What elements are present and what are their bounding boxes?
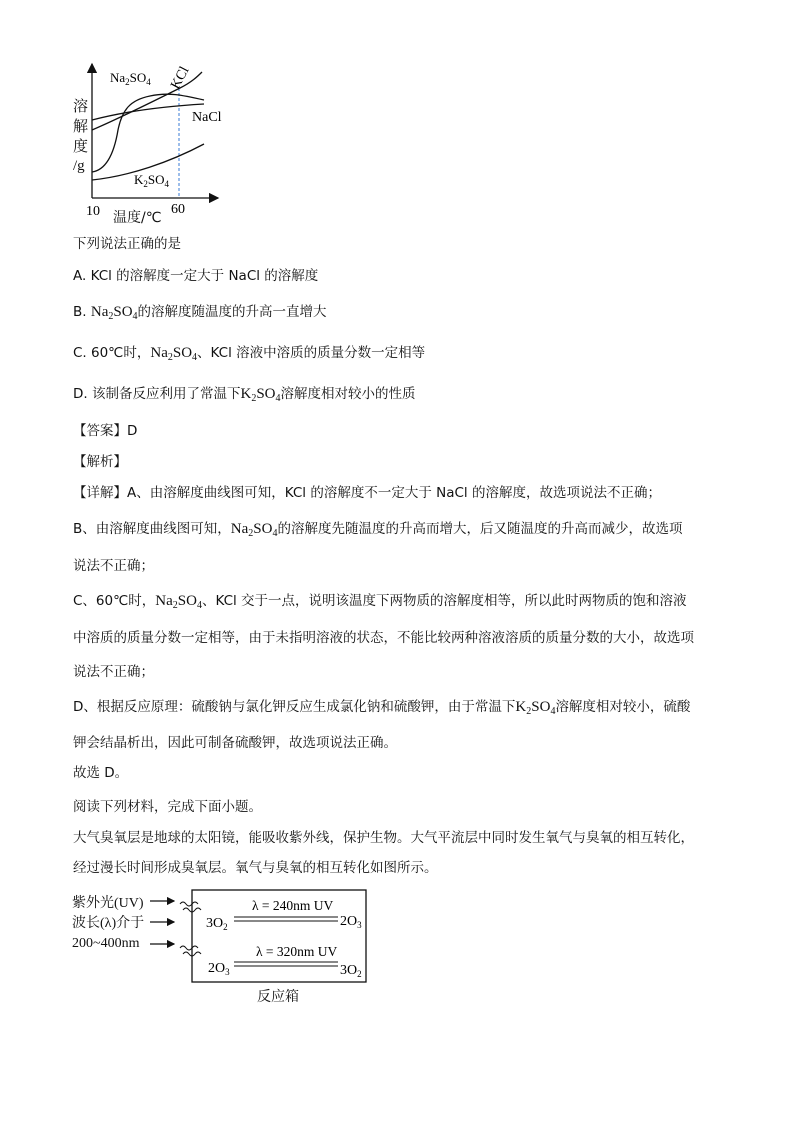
curve-nacl [92,104,204,120]
option-a: A. KCl 的溶解度一定大于 NaCl 的溶解度 [73,268,319,284]
analysis-b-line1: B、由溶解度曲线图可知，$Na_2SO_4$的溶解度先随温度的升高而增大，后又随温度的升高而减少，故选项 [73,521,683,539]
label-k2so4: $K_2SO_4$ [134,172,170,189]
reaction-2-condition: λ = 320nm UV [256,944,338,959]
answer: 【答案】D [73,423,138,439]
uv-wave-icon [180,902,198,906]
analysis-heading: 【解析】 [73,454,127,470]
reaction-1-left: $3O_2$ [206,916,228,932]
option-b: B. $Na_2SO_4$的溶解度随温度的升高一直增大 [73,304,327,322]
reaction-box-diagram [150,888,380,988]
reaction-1-condition: λ = 240nm UV [252,898,334,913]
formula-k2so4: $K_2SO_4$ [515,699,556,717]
x-tick-60: 60 [171,202,185,217]
x-tick-10: 10 [86,204,100,219]
reaction-2-left: $2O_3$ [208,961,230,977]
x-axis-label: 温度/℃ [113,210,162,226]
uv-legend: 紫外光(UV) 波长(λ)介于 200~400nm [72,896,145,951]
analysis-d-line2: 钾会结晶析出，因此可制备硫酸钾，故选项说法正确。 [73,735,397,751]
formula-na2so4: $Na_2SO_4$ [90,304,138,322]
formula-na2so4: $Na_2SO_4$ [230,521,278,539]
label-nacl: NaCl [192,110,222,125]
analysis-a: 【详解】A、由溶解度曲线图可知，KCl 的溶解度不一定大于 NaCl 的溶解度，故选项说法不正确； [73,485,661,501]
reaction-1-right: $2O_3$ [340,914,362,930]
option-c: C. 60℃时，$Na_2SO_4$、KCl 溶液中溶质的质量分数一定相等 [73,345,426,363]
y-axis-label: 溶 解 度 /g [73,97,89,174]
analysis-c-line3: 说法不正确； [73,664,154,680]
formula-na2so4: $Na_2SO_4$ [155,593,202,611]
analysis-b-line2: 说法不正确； [73,558,154,574]
material-intro: 阅读下列材料，完成下面小题。 [73,799,262,815]
curve-na2so4 [92,94,204,172]
material-paragraph-1: 大气臭氧层是地球的太阳镜，能吸收紫外线，保护生物。大气平流层中同时发生氧气与臭氧的相互转化， [73,830,694,846]
uv-wave-icon [180,946,198,950]
analysis-conclusion: 故选 D。 [73,765,129,781]
reaction-2-right: $3O_2$ [340,963,362,979]
reaction-box-caption: 反应箱 [257,989,299,1005]
label-na2so4: $Na_2SO_4$ [110,70,151,87]
option-d: D. 该制备反应利用了常温下$K_2SO_4$溶解度相对较小的性质 [73,386,416,404]
analysis-c-line2: 中溶质的质量分数一定相等，由于未指明溶液的状态，不能比较两种溶液溶质的质量分数的大小，故选项 [73,630,694,646]
formula-na2so4: $Na_2SO_4$ [150,345,198,363]
material-paragraph-2: 经过漫长时间形成臭氧层。氧气与臭氧的相互转化如图所示。 [73,860,438,876]
analysis-c-line1: C、60℃时，$Na_2SO_4$、KCl 交于一点，说明该温度下两物质的溶解度相等，所以此时两物质的饱和溶液 [73,593,687,611]
question-stem: 下列说法正确的是 [73,236,181,252]
analysis-d-line1: D、根据反应原理：硫酸钠与氯化钾反应生成氯化钠和硫酸钾，由于常温下$K_2SO_4$溶解度相对较小，硫酸 [73,699,691,717]
formula-k2so4: $K_2SO_4$ [240,386,281,404]
label-kcl: KCl [168,64,193,92]
